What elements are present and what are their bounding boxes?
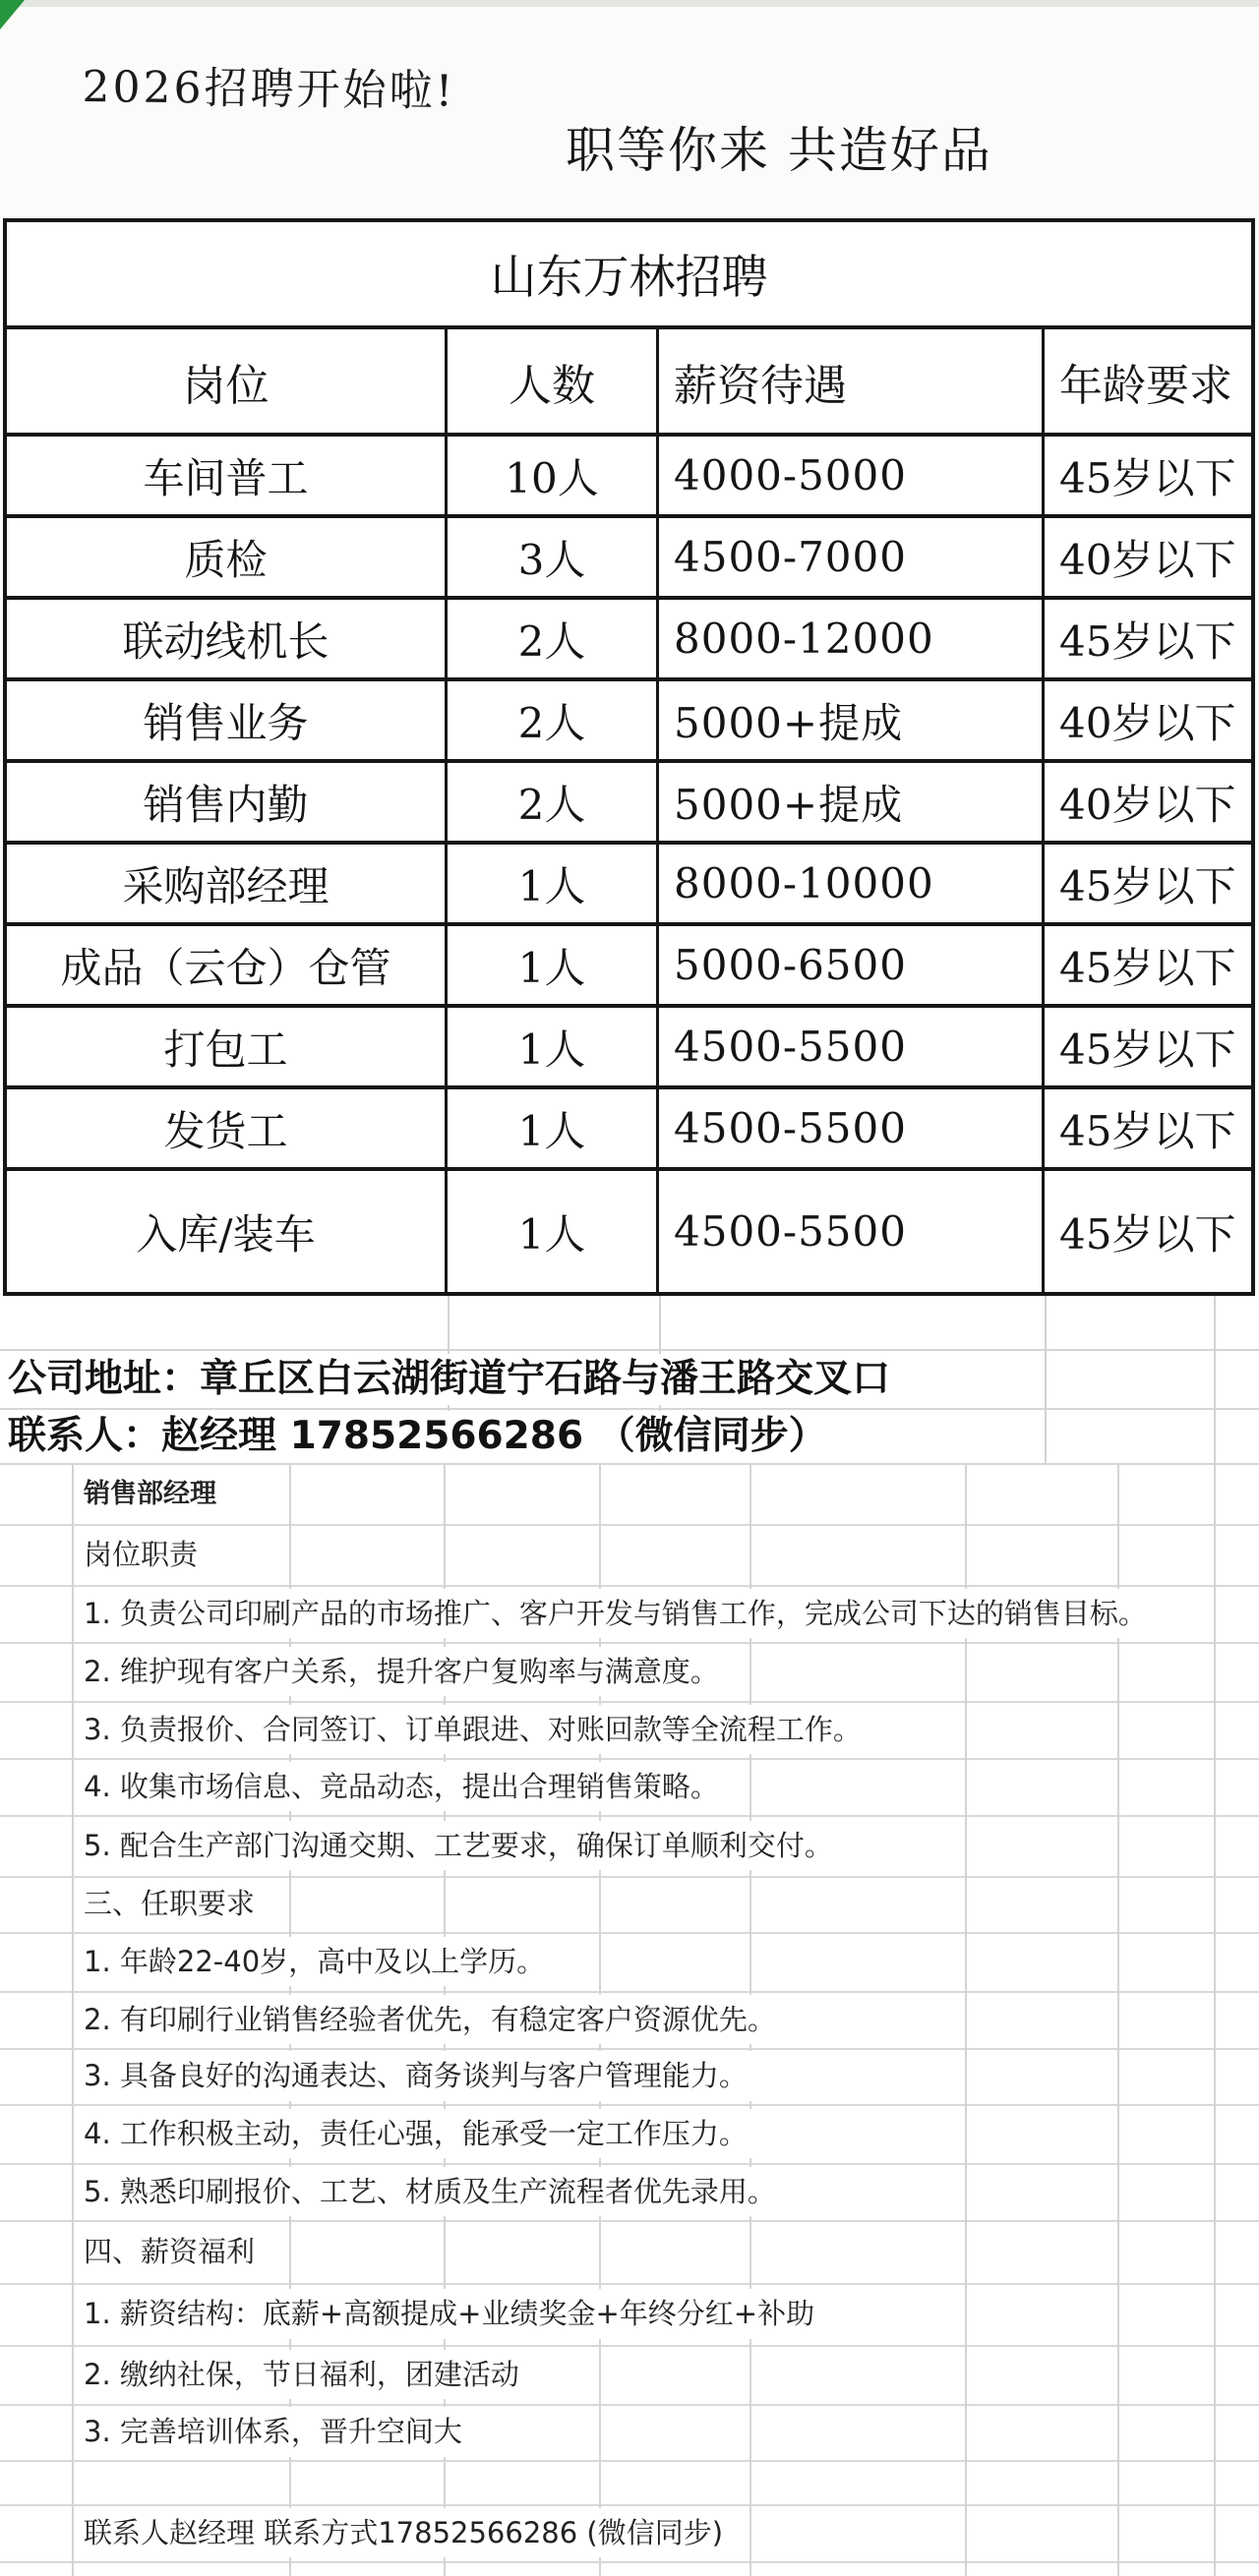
detail-text: 3. 具备良好的沟通表达、商务谈判与客户管理能力。 xyxy=(84,2051,763,2101)
table-cell-headcount: 10人 xyxy=(448,437,659,518)
table-cell-age: 45岁以下 xyxy=(1045,437,1251,518)
table-cell-position: 打包工 xyxy=(7,1008,448,1089)
footer-contact-line xyxy=(84,2504,739,2561)
banner-subtitle: 职等你来 共造好品 xyxy=(566,122,992,179)
detail-line xyxy=(84,1758,735,1815)
detail-line xyxy=(84,1991,792,2048)
table-cell-headcount: 3人 xyxy=(448,518,659,600)
contact-line xyxy=(6,1409,841,1465)
table-cell-position: 采购部经理 xyxy=(7,845,448,926)
table-cell-position: 销售业务 xyxy=(7,681,448,763)
table-cell-headcount: 2人 xyxy=(448,763,659,845)
table-cell-position: 入库/装车 xyxy=(7,1171,448,1292)
table-cell-salary: 8000-12000 xyxy=(659,600,1045,681)
table-cell-headcount: 2人 xyxy=(448,600,659,681)
table-cell-age: 40岁以下 xyxy=(1045,763,1251,845)
detail-line xyxy=(84,1932,561,1991)
company-address-text: 公司地址：章丘区白云湖街道宁石路与潘王路交叉口 xyxy=(6,1354,904,1406)
detail-line xyxy=(84,2104,763,2163)
detail-line xyxy=(84,1585,1163,1642)
detail-text: 1. 负责公司印刷产品的市场推广、客户开发与销售工作，完成公司下达的销售目标。 xyxy=(84,1589,1163,1639)
table-cell-salary: 4500-5500 xyxy=(659,1008,1045,1089)
table-cell-age: 45岁以下 xyxy=(1045,1089,1251,1171)
table-cell-salary: 5000-6500 xyxy=(659,926,1045,1008)
col-header-age: 年龄要求 xyxy=(1045,329,1251,437)
detail-text: 1. 年龄22-40岁，高中及以上学历。 xyxy=(84,1937,561,1987)
banner-title: 2026招聘开始啦! xyxy=(82,61,456,117)
detail-line xyxy=(84,1642,735,1701)
detail-text: 5. 熟悉印刷报价、工艺、材质及生产流程者优先录用。 xyxy=(84,2167,792,2217)
detail-line xyxy=(84,2345,535,2404)
table-cell-position: 销售内勤 xyxy=(7,763,448,845)
detail-section-duties xyxy=(84,1524,213,1585)
table-cell-age: 40岁以下 xyxy=(1045,681,1251,763)
detail-line xyxy=(84,2163,792,2220)
table-cell-salary: 4500-7000 xyxy=(659,518,1045,600)
footer-contact-text: 联系人赵经理 联系方式17852566286 (微信同步) xyxy=(84,2508,739,2558)
detail-job-title xyxy=(84,1465,232,1524)
col-header-headcount: 人数 xyxy=(448,329,659,437)
detail-text: 5. 配合生产部门沟通交期、工艺要求，确保订单顺利交付。 xyxy=(84,1821,849,1871)
detail-text: 三、任职要求 xyxy=(84,1879,270,1929)
contact-text: 联系人：赵经理 17852566286 （微信同步） xyxy=(6,1411,841,1463)
detail-line xyxy=(84,1701,877,1758)
detail-section-benefits xyxy=(84,2220,270,2283)
table-cell-headcount: 1人 xyxy=(448,1171,659,1292)
table-cell-headcount: 2人 xyxy=(448,681,659,763)
detail-text: 1. 薪资结构：底薪+高额提成+业绩奖金+年终分红+补助 xyxy=(84,2289,830,2339)
detail-text: 2. 缴纳社保，节日福利，团建活动 xyxy=(84,2350,535,2400)
table-title: 山东万林招聘 xyxy=(7,222,1251,329)
top-edge-strip xyxy=(0,0,1259,7)
detail-line xyxy=(84,2283,830,2345)
detail-line xyxy=(84,1815,849,1876)
detail-line xyxy=(84,2404,478,2460)
detail-text: 3. 完善培训体系，晋升空间大 xyxy=(84,2407,478,2457)
col-header-salary: 薪资待遇 xyxy=(659,329,1045,437)
table-cell-position: 联动线机长 xyxy=(7,600,448,681)
table-cell-age: 40岁以下 xyxy=(1045,518,1251,600)
detail-text: 4. 收集市场信息、竞品动态，提出合理销售策略。 xyxy=(84,1762,735,1812)
company-address-line xyxy=(6,1351,904,1408)
recruitment-table xyxy=(3,218,1255,1296)
table-cell-position: 成品（云仓）仓管 xyxy=(7,926,448,1008)
table-cell-age: 45岁以下 xyxy=(1045,600,1251,681)
table-cell-salary: 8000-10000 xyxy=(659,845,1045,926)
table-cell-salary: 4000-5000 xyxy=(659,437,1045,518)
table-cell-position: 发货工 xyxy=(7,1089,448,1171)
detail-text: 2. 有印刷行业销售经验者优先，有稳定客户资源优先。 xyxy=(84,1995,792,2045)
table-cell-salary: 5000+提成 xyxy=(659,681,1045,763)
table-cell-salary: 4500-5500 xyxy=(659,1171,1045,1292)
table-cell-age: 45岁以下 xyxy=(1045,1008,1251,1089)
table-cell-position: 车间普工 xyxy=(7,437,448,518)
table-cell-headcount: 1人 xyxy=(448,1089,659,1171)
table-cell-age: 45岁以下 xyxy=(1059,1209,1236,1259)
detail-section-requirements xyxy=(84,1876,270,1932)
table-cell-salary: 5000+提成 xyxy=(659,763,1045,845)
table-cell-age: 45岁以下 xyxy=(1045,845,1251,926)
detail-line xyxy=(84,2048,763,2104)
col-header-position: 岗位 xyxy=(7,329,448,437)
table-cell-headcount: 1人 xyxy=(448,845,659,926)
detail-text: 3. 负责报价、合同签订、订单跟进、对账回款等全流程工作。 xyxy=(84,1705,877,1755)
detail-text: 销售部经理 xyxy=(84,1471,232,1518)
detail-text: 2. 维护现有客户关系，提升客户复购率与满意度。 xyxy=(84,1647,735,1697)
detail-text: 岗位职责 xyxy=(84,1530,213,1580)
table-cell-headcount: 1人 xyxy=(448,926,659,1008)
detail-text: 四、薪资福利 xyxy=(84,2227,270,2277)
table-cell-salary: 4500-5500 xyxy=(659,1089,1045,1171)
green-corner-triangle-icon xyxy=(0,0,25,29)
table-cell-age: 45岁以下 xyxy=(1045,926,1251,1008)
table-cell-headcount: 1人 xyxy=(448,1008,659,1089)
detail-text: 4. 工作积极主动，责任心强，能承受一定工作压力。 xyxy=(84,2109,763,2159)
table-cell-position: 质检 xyxy=(7,518,448,600)
